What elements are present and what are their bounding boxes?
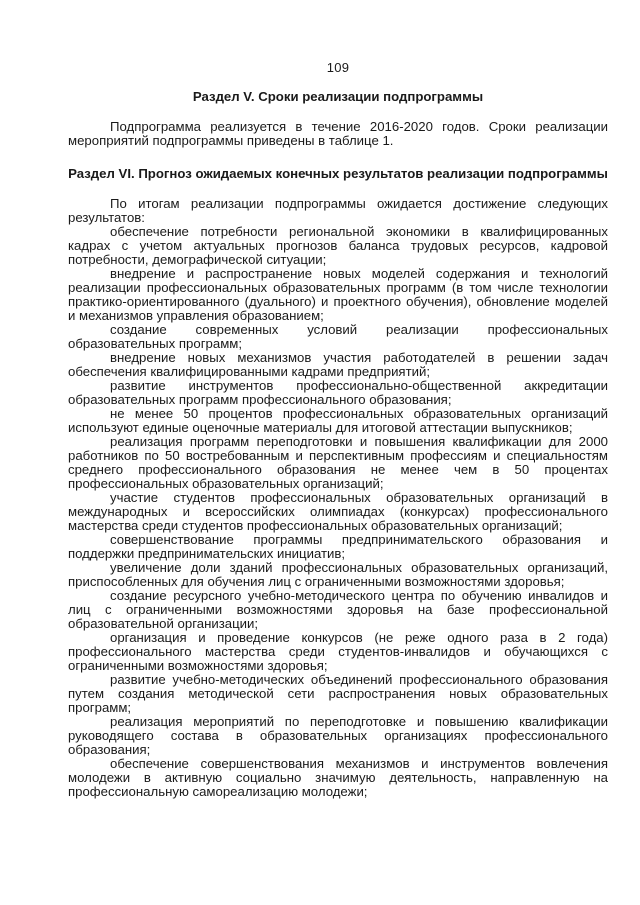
result-item: не менее 50 процентов профессиональных образовательных организаций используют единые оценочные материалы для итоговой аттестации выпускников; [68, 406, 608, 435]
section-5-title: Раздел V. Сроки реализации подпрограммы [192, 89, 484, 104]
result-item: увеличение доли зданий профессиональных образовательных организаций, приспособленных для обучения лиц с ограниченными возможностями здоровья; [68, 560, 608, 589]
section-6-title: Раздел VI. Прогноз ожидаемых конечных результатов реализации подпрограммы [68, 166, 608, 181]
result-item: развитие инструментов профессионально-общественной аккредитации образовательных программ профессионального образования; [68, 378, 608, 407]
result-item: реализация мероприятий по переподготовке и повышению квалификации руководящего состава в образовательных организациях профессионального образования; [68, 714, 608, 757]
document-page [68, 60, 608, 799]
result-item: создание современных условий реализации профессиональных образовательных программ; [68, 322, 608, 351]
result-item: участие студентов профессиональных образовательных организаций в международных и всероссийских олимпиадах (конкурсах) профессионального мастерства среди студентов профессиональных образовательных организаций; [68, 490, 608, 533]
result-item: внедрение и распространение новых моделей содержания и технологий реализации профессиональных образовательных программ (в том числе технологии практико-ориентированного (дуального) и проектного обучения), обновление моделей и механизмов управления образованием; [68, 266, 608, 323]
result-item: развитие учебно-методических объединений профессионального образования путем создания методической сети распространения новых образовательных программ; [68, 672, 608, 715]
section-5-paragraph: Подпрограмма реализуется в течение 2016-2020 годов. Сроки реализации мероприятий подпрограммы приведены в таблице 1. [68, 119, 608, 148]
page-number: 109 [326, 60, 350, 75]
section-5-body [68, 120, 608, 148]
section-6-body [68, 197, 608, 799]
result-item: обеспечение совершенствования механизмов и инструментов вовлечения молодежи в активную социально значимую деятельность, направленную на профессиональную самореализацию молодежи; [68, 756, 608, 799]
result-item: совершенствование программы предпринимательского образования и поддержки предпринимательских инициатив; [68, 532, 608, 561]
result-item: обеспечение потребности региональной экономики в квалифицированных кадрах с учетом актуальных прогнозов баланса трудовых ресурсов, кадровой потребности, демографической ситуации; [68, 224, 608, 267]
result-item: реализация программ переподготовки и повышения квалификации для 2000 работников по 50 востребованным и перспективным профессиям и специальностям среднего профессионального образования не менее чем в 50 процентах профессиональных образовательных организаций; [68, 434, 608, 491]
section-6-intro: По итогам реализации подпрограммы ожидается достижение следующих результатов: [68, 196, 608, 225]
result-item: создание ресурсного учебно-методического центра по обучению инвалидов и лиц с ограниченными возможностями здоровья на базе профессиональной образовательной организации; [68, 588, 608, 631]
result-item: внедрение новых механизмов участия работодателей в решении задач обеспечения квалифицированными кадрами предприятий; [68, 350, 608, 379]
result-item: организация и проведение конкурсов (не реже одного раза в 2 года) профессионального мастерства среди студентов-инвалидов и обучающихся с ограниченными возможностями здоровья; [68, 630, 608, 673]
